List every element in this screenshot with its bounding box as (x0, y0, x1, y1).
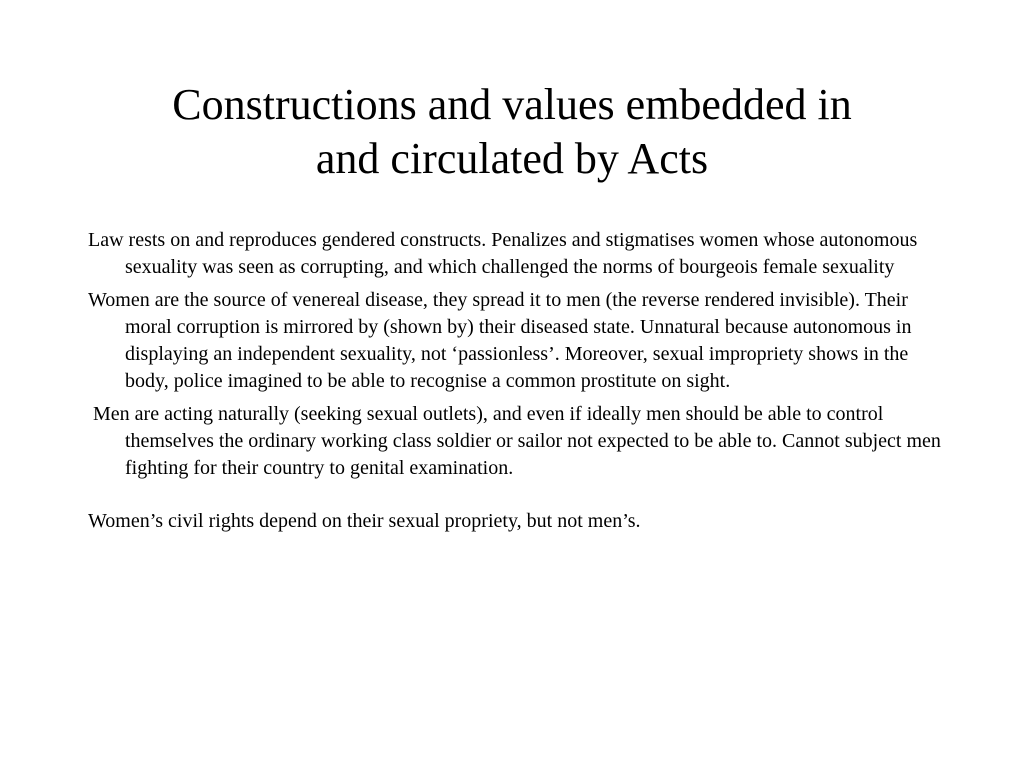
slide-title (100, 78, 924, 186)
title-line-1: Constructions and values embedded in (172, 80, 852, 129)
paragraph-civil-rights: Women’s civil rights depend on their sexual propriety, but not men’s. (88, 510, 641, 532)
paragraph-men-acting-naturally: Men are acting naturally (seeking sexual outlets), and even if ideally men should be able to control themselves the ordinary working class soldier or sailor not expected to be able to. Cannot subject men fighting for their country to genital examination. (88, 403, 946, 479)
title-line-2: and circulated by Acts (315, 134, 709, 183)
slide-body (88, 227, 948, 541)
paragraph-women-venereal-disease: Women are the source of venereal disease, they spread it to men (the reverse rendered invisible). Their moral corruption is mirrored by (shown by) their diseased state. Unnatural because autonomous in displaying an independent sexuality, not ‘passionless’. Moreover, sexual impropriety shows in the body, police imagined to be able to recognise a common prostitute on sight. (88, 289, 912, 392)
paragraph-law-gendered-constructs: Law rests on and reproduces gendered constructs. Penalizes and stigmatises women whose autonomous sexuality was seen as corrupting, and which challenged the norms of bourgeois female sexuality (88, 229, 918, 278)
